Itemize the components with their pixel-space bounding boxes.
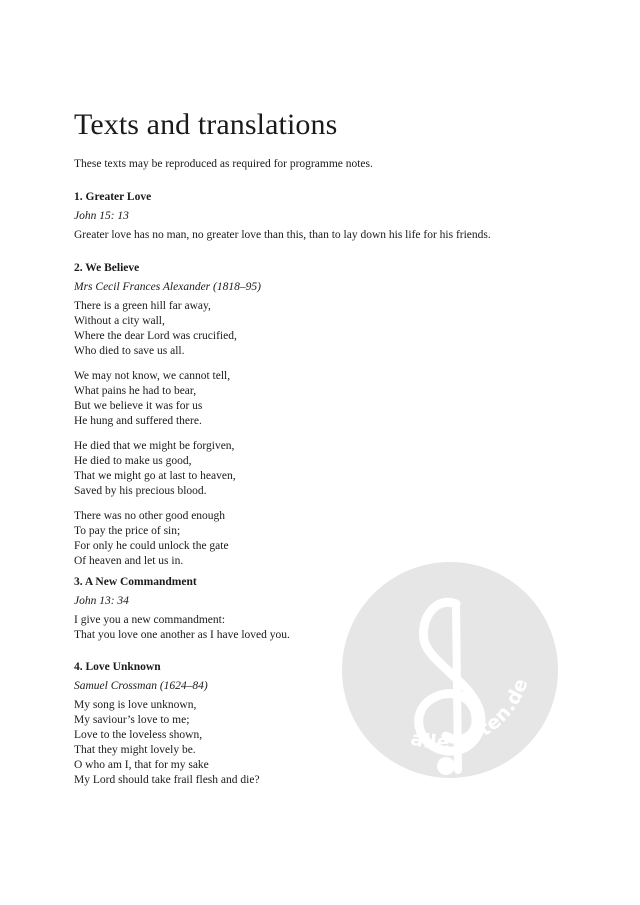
section-we-believe	[74, 261, 594, 569]
text-line: He died to make us good,	[74, 455, 192, 467]
section-heading: 1. Greater Love	[74, 191, 152, 203]
text-line: But we believe it was for us	[74, 400, 203, 412]
text-line: My saviour’s love to me;	[74, 714, 190, 726]
text-line: Love to the loveless shown,	[74, 729, 203, 741]
text-line: That we might go at last to heaven,	[74, 470, 236, 482]
text-line: My Lord should take frail flesh and die?	[74, 774, 260, 786]
text-line: He died that we might be forgiven,	[74, 440, 235, 452]
section-greater-love	[74, 190, 594, 243]
text-line: For only he could unlock the gate	[74, 540, 229, 552]
text-line: My song is love unknown,	[74, 699, 197, 711]
stanza	[74, 439, 594, 499]
section-heading: 4. Love Unknown	[74, 661, 161, 673]
text-line: What pains he had to bear,	[74, 385, 197, 397]
text-line: There is a green hill far away,	[74, 300, 211, 312]
text-line: Where the dear Lord was crucified,	[74, 330, 237, 342]
section-heading: 2. We Believe	[74, 262, 140, 274]
text-line: Without a city wall,	[74, 315, 165, 327]
text-line: There was no other good enough	[74, 510, 226, 522]
section-attribution: John 13: 34	[74, 595, 129, 607]
text-line: Saved by his precious blood.	[74, 485, 207, 497]
stanza	[74, 369, 594, 429]
page-title: Texts and translations	[74, 108, 338, 141]
text-line: That they might lovely be.	[74, 744, 196, 756]
text-line: We may not know, we cannot tell,	[74, 370, 231, 382]
intro-text: These texts may be reproduced as required for programme notes.	[74, 158, 373, 170]
watermark-logo	[340, 560, 560, 780]
text-line: O who am I, that for my sake	[74, 759, 209, 771]
section-attribution: Mrs Cecil Frances Alexander (1818–95)	[74, 281, 261, 293]
section-attribution: Samuel Crossman (1624–84)	[74, 680, 208, 692]
text-line: To pay the price of sin;	[74, 525, 181, 537]
text-line: Who died to save us all.	[74, 345, 185, 357]
text-line: He hung and suffered there.	[74, 415, 202, 427]
text-line: I give you a new commandment:	[74, 614, 226, 626]
stanza	[74, 299, 594, 359]
text-line: Greater love has no man, no greater love than this, than to lay down his life for his friends.	[74, 229, 491, 241]
section-heading: 3. A New Commandment	[74, 576, 197, 588]
section-attribution: John 15: 13	[74, 210, 129, 222]
watermark-text: alle-noten.de	[408, 675, 533, 754]
text-line: Of heaven and let us in.	[74, 555, 184, 567]
stanza	[74, 228, 594, 243]
text-line: That you love one another as I have loved you.	[74, 629, 290, 641]
